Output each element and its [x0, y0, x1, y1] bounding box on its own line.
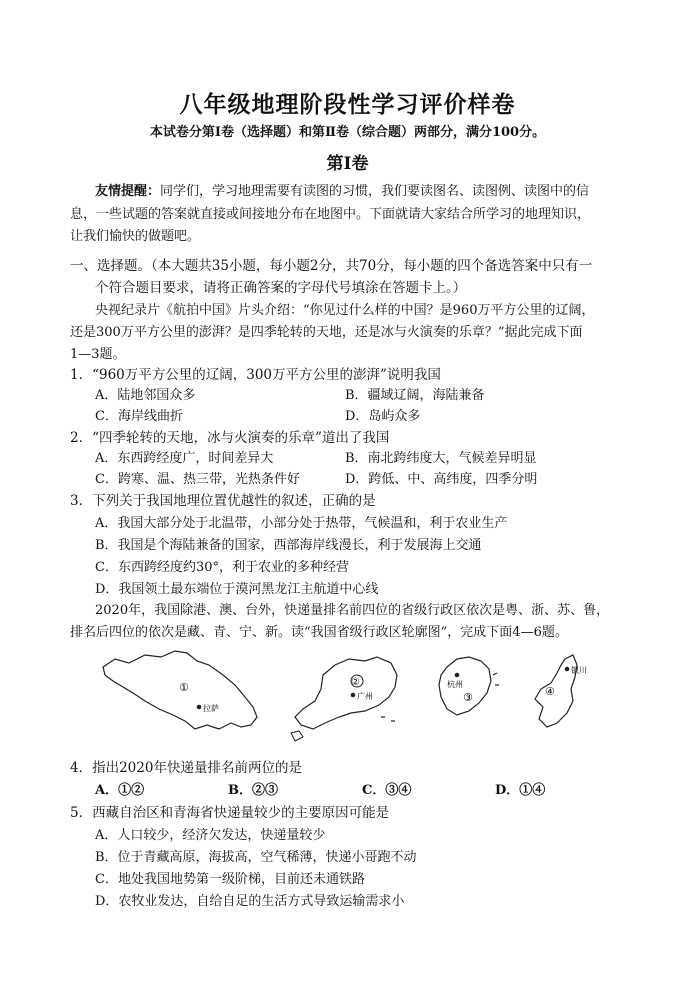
q1-stem: 1．“960万平方公里的辽阔，300万平方公里的澎湃”说明我国: [70, 367, 441, 383]
section-line-1: 一、选择题。（本大题共35小题，每小题2分，共70分，每小题的四个备选答案中只有一: [70, 258, 593, 274]
q1-option-d: D．岛屿众多: [345, 409, 421, 424]
passage2-line-2: 排名后四位的依次是藏、青、宁、新。读“我国省级行政区轮廓图”，完成下面4—6题。: [70, 625, 568, 640]
q2-option-b: B．南北跨纬度大，气候差异明显: [345, 451, 537, 466]
lhasa-dot: [197, 705, 202, 710]
q2-option-a: A．东西跨经度广，时间差异大: [95, 451, 274, 466]
q5-option-d: D．农牧业发达，自给自足的生活方式导致运输需求小: [95, 894, 405, 909]
q3-option-c: C．东西跨经度约30°，利于农业的多种经营: [95, 560, 349, 575]
zhejiang-number: ③: [463, 691, 473, 704]
q4-option-d: D．①④: [495, 783, 546, 798]
q4-option-a: A．①②: [95, 783, 145, 798]
zhejiang-islet-1: [493, 673, 497, 675]
map-zhejiang: [439, 657, 499, 715]
q5-stem: 5．西藏自治区和青海省快递量较少的主要原因可能是: [70, 805, 390, 821]
guangdong-island: [291, 731, 303, 741]
q1-option-c: C．海岸线曲折: [95, 409, 183, 424]
q2-option-d: D．跨低、中、高纬度，四季分明: [345, 472, 538, 487]
q3-option-d: D．我国领土最东端位于漠河黑龙江主航道中心线: [95, 582, 379, 597]
ningxia-number: ④: [545, 685, 555, 698]
exam-subtitle: 本试卷分第Ⅰ卷（选择题）和第Ⅱ卷（综合题）两部分，满分100分。: [149, 125, 546, 140]
lhasa-label: 拉萨: [203, 704, 219, 713]
q3-stem: 3．下列关于我国地理位置优越性的叙述，正确的是: [70, 493, 376, 509]
guangzhou-dot: [351, 693, 356, 698]
q5-option-c: C．地处我国地势第一级阶梯，目前还未通铁路: [95, 872, 365, 887]
passage1-line-2: 还是300万平方公里的澎湃？是四季轮转的天地，还是冰与火演奏的乐章？”据此完成下面: [70, 325, 583, 340]
yinchuan-label: 银川: [571, 666, 587, 675]
q5-option-b: B．位于青藏高原，海拔高，空气稀薄，快递小哥跑不动: [95, 850, 417, 865]
tip-text-1: 同学们，学习地理需要有读图的习惯，我们要读图名、读图例、读图中的信: [160, 184, 590, 199]
guangdong-number: ②: [351, 677, 360, 688]
yinchuan-dot: [565, 667, 570, 672]
q2-option-c: C．跨寒、温、热三带，光热条件好: [95, 472, 300, 487]
q3-option-a: A．我国大部分处于北温带，小部分处于热带，气候温和，利于农业生产: [95, 516, 508, 531]
q1-option-a: A．陆地邻国众多: [95, 388, 196, 403]
map-ningxia: [535, 655, 587, 727]
section-line-2: 个符合题目要求，请将正确答案的字母代号填涂在答题卡上。）: [95, 280, 467, 296]
q4-option-c: C．③④: [362, 783, 412, 798]
passage2-line-1: 2020年，我国除港、澳、台外，快递量排名前四位的省级行政区依次是粤、浙、苏、鲁，: [95, 603, 610, 618]
province-outline-maps: [95, 645, 615, 745]
guangzhou-label: 广州: [357, 692, 373, 701]
passage1-line-1: 央视纪录片《航拍中国》片头介绍：“你见过什么样的中国？是960万平方公里的辽阔，: [95, 303, 595, 318]
q4-option-b: B．②③: [228, 783, 278, 798]
hangzhou-dot: [455, 673, 460, 678]
tip-label: 友情提醒：: [95, 184, 161, 199]
hangzhou-label: 杭州: [447, 680, 463, 689]
map-tibet: [103, 651, 257, 729]
q5-option-a: A．人口较少，经济欠发达，快递量较少: [95, 828, 326, 843]
tip-line-3: 让我们愉快的做题吧。: [70, 229, 201, 244]
passage1-line-3: 1—3题。: [70, 347, 126, 362]
q2-stem: 2．“四季轮转的天地，冰与火演奏的乐章”道出了我国: [70, 430, 390, 446]
tip-line-1: [95, 180, 589, 199]
q4-stem: 4．指出2020年快递量排名前两位的是: [70, 760, 302, 776]
map-guangdong: [291, 657, 397, 741]
exam-title: 八年级地理阶段性学习评价样卷: [179, 91, 516, 118]
q1-option-b: B．疆域辽阔，海陆兼备: [345, 388, 485, 403]
guangdong-outline: [295, 657, 397, 729]
volume-heading: 第Ⅰ卷: [326, 154, 369, 174]
tibet-number: ①: [179, 681, 189, 694]
q3-option-b: B．我国是个海陆兼备的国家，西部海岸线漫长，利于发展海上交通: [95, 538, 482, 553]
tip-line-2: 息，一些试题的答案就直接或间接地分布在地图中。下面就请大家结合所学习的地理知识，: [70, 207, 591, 222]
